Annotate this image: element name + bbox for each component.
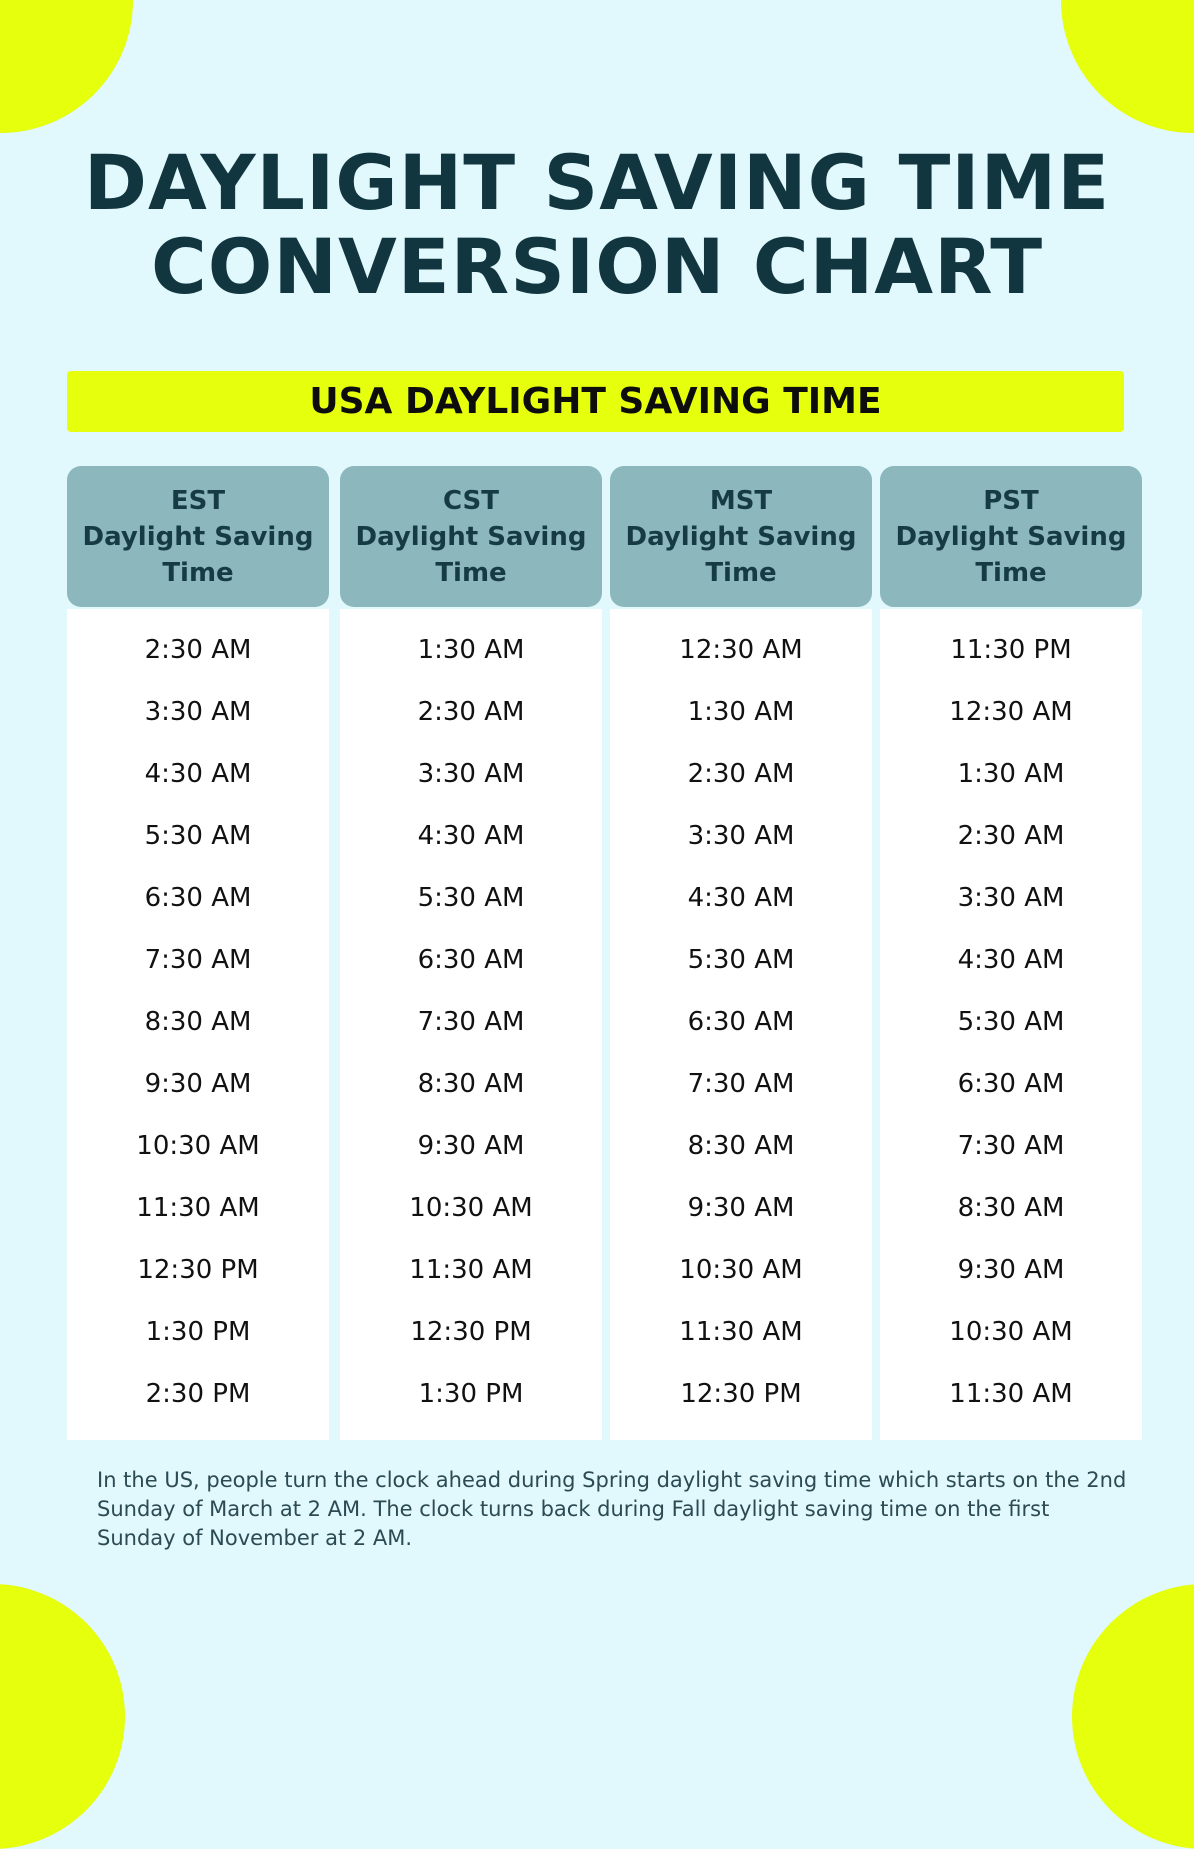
time-cell: 1:30 AM bbox=[417, 635, 525, 665]
time-zone-column-est bbox=[67, 466, 329, 1440]
zone-label: CST bbox=[442, 485, 500, 516]
time-cell: 11:30 PM bbox=[950, 635, 1072, 665]
time-cell: 1:30 PM bbox=[418, 1379, 524, 1409]
time-zone-column-pst bbox=[880, 466, 1142, 1440]
time-cell: 4:30 AM bbox=[957, 945, 1065, 975]
time-cell: 12:30 AM bbox=[949, 697, 1073, 727]
time-cell: 12:30 AM bbox=[679, 635, 803, 665]
time-cell: 8:30 AM bbox=[687, 1131, 795, 1161]
time-zone-column-mst bbox=[610, 466, 872, 1440]
page-title-line-2: CONVERSION CHART bbox=[150, 222, 1044, 311]
time-cell: 3:30 AM bbox=[687, 821, 795, 851]
time-cell: 2:30 AM bbox=[417, 697, 525, 727]
time-cell: 3:30 AM bbox=[957, 883, 1065, 913]
time-cell: 1:30 AM bbox=[957, 759, 1065, 789]
time-cell: 1:30 PM bbox=[145, 1317, 251, 1347]
time-cell: 12:30 PM bbox=[680, 1379, 802, 1409]
time-cell: 10:30 AM bbox=[679, 1255, 803, 1285]
time-zone-column-cst bbox=[340, 466, 602, 1440]
time-cell: 11:30 AM bbox=[136, 1193, 260, 1223]
time-cell: 9:30 AM bbox=[957, 1255, 1065, 1285]
time-cell: 7:30 AM bbox=[687, 1069, 795, 1099]
time-cell: 8:30 AM bbox=[957, 1193, 1065, 1223]
time-cell: 11:30 AM bbox=[679, 1317, 803, 1347]
column-times bbox=[880, 609, 1142, 1440]
time-cell: 9:30 AM bbox=[687, 1193, 795, 1223]
time-cell: 7:30 AM bbox=[957, 1131, 1065, 1161]
zone-subtitle: Daylight Saving bbox=[895, 521, 1127, 552]
column-times bbox=[67, 609, 329, 1440]
footnote-text: In the US, people turn the clock ahead during Spring daylight saving time which starts on the 2nd Sunday of March at 2 AM. The clock turns back during Fall daylight saving time on the first Sunday of November at 2 AM. bbox=[97, 1468, 1127, 1550]
decorative-corner-circle bbox=[1061, 0, 1194, 133]
time-cell: 6:30 AM bbox=[144, 883, 252, 913]
time-cell: 5:30 AM bbox=[957, 1007, 1065, 1037]
decorative-corner-circle bbox=[0, 0, 133, 133]
time-cell: 8:30 AM bbox=[417, 1069, 525, 1099]
column-times bbox=[340, 609, 602, 1440]
zone-subtitle: Daylight Saving bbox=[625, 521, 857, 552]
column-header bbox=[340, 466, 602, 607]
zone-label: MST bbox=[709, 485, 773, 516]
time-cell: 5:30 AM bbox=[417, 883, 525, 913]
time-cell: 2:30 AM bbox=[687, 759, 795, 789]
time-cell: 11:30 AM bbox=[949, 1379, 1073, 1409]
zone-subtitle: Daylight Saving bbox=[355, 521, 587, 552]
time-cell: 2:30 AM bbox=[144, 635, 252, 665]
time-cell: 9:30 AM bbox=[417, 1131, 525, 1161]
time-cell: 12:30 PM bbox=[137, 1255, 259, 1285]
decorative-corner-circle bbox=[1072, 1584, 1194, 1849]
time-cell: 3:30 AM bbox=[144, 697, 252, 727]
time-cell: 11:30 AM bbox=[409, 1255, 533, 1285]
time-cell: 10:30 AM bbox=[949, 1317, 1073, 1347]
zone-subtitle: Daylight Saving bbox=[82, 521, 314, 552]
zone-label: PST bbox=[983, 485, 1039, 516]
time-cell: 2:30 AM bbox=[957, 821, 1065, 851]
time-cell: 5:30 AM bbox=[144, 821, 252, 851]
time-cell: 1:30 AM bbox=[687, 697, 795, 727]
column-header bbox=[67, 466, 329, 607]
column-header bbox=[880, 466, 1142, 607]
column-times bbox=[610, 609, 872, 1440]
time-cell: 6:30 AM bbox=[957, 1069, 1065, 1099]
time-cell: 7:30 AM bbox=[144, 945, 252, 975]
section-banner: USA DAYLIGHT SAVING TIME bbox=[67, 371, 1124, 432]
column-header bbox=[610, 466, 872, 607]
time-cell: 2:30 PM bbox=[145, 1379, 251, 1409]
time-cell: 4:30 AM bbox=[144, 759, 252, 789]
time-cell: 10:30 AM bbox=[136, 1131, 260, 1161]
time-cell: 4:30 AM bbox=[687, 883, 795, 913]
time-cell: 10:30 AM bbox=[409, 1193, 533, 1223]
time-cell: 5:30 AM bbox=[687, 945, 795, 975]
time-cell: 6:30 AM bbox=[687, 1007, 795, 1037]
zone-subtitle: Time bbox=[435, 557, 507, 588]
time-cell: 6:30 AM bbox=[417, 945, 525, 975]
page-title-line-1: DAYLIGHT SAVING TIME bbox=[83, 138, 1111, 227]
decorative-corner-circle bbox=[0, 1584, 125, 1849]
zone-subtitle: Time bbox=[705, 557, 777, 588]
zone-label: EST bbox=[170, 485, 226, 516]
time-cell: 3:30 AM bbox=[417, 759, 525, 789]
time-cell: 4:30 AM bbox=[417, 821, 525, 851]
zone-subtitle: Time bbox=[975, 557, 1047, 588]
time-cell: 8:30 AM bbox=[144, 1007, 252, 1037]
time-cell: 9:30 AM bbox=[144, 1069, 252, 1099]
time-cell: 7:30 AM bbox=[417, 1007, 525, 1037]
time-cell: 12:30 PM bbox=[410, 1317, 532, 1347]
zone-subtitle: Time bbox=[162, 557, 234, 588]
